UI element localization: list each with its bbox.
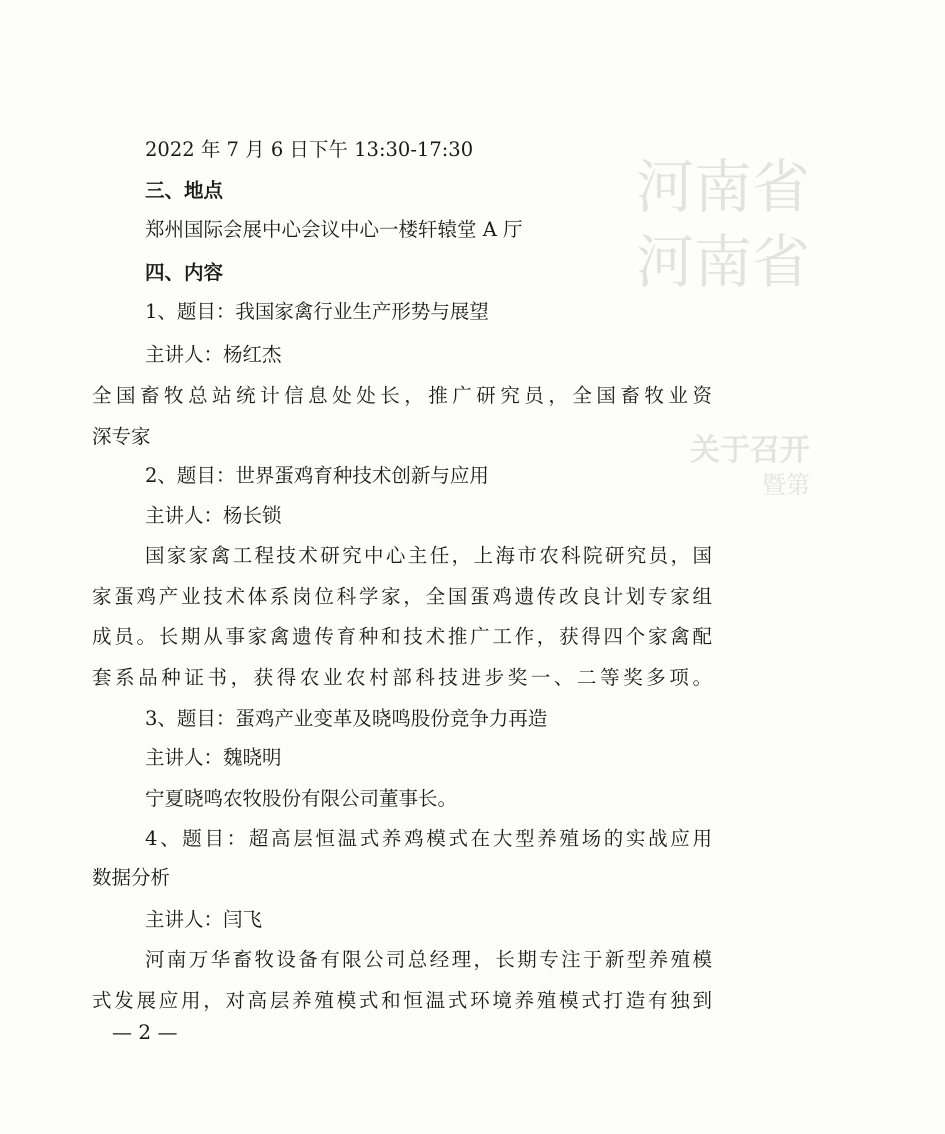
talk-4-bio-line: 式发展应用，对高层养殖模式和恒温式环境养殖模式打造有独到: [92, 989, 712, 1012]
talk-3-topic: 3、题目：蛋鸡产业变革及晓鸣股份竞争力再造: [145, 707, 548, 730]
talk-2-speaker: 主讲人：杨长锁: [145, 504, 282, 527]
section-heading-content: 四、内容: [145, 261, 224, 284]
section-heading-location: 三、地点: [145, 179, 224, 202]
talk-4-topic-line: 4、题目：超高层恒温式养鸡模式在大型养殖场的实战应用: [145, 827, 712, 850]
talk-1-speaker: 主讲人：杨红杰: [145, 343, 282, 366]
talk-4-bio-line: 河南万华畜牧设备有限公司总经理，长期专注于新型养殖模: [145, 948, 712, 971]
talk-1-bio-line: 深专家: [92, 425, 151, 448]
talk-3-speaker: 主讲人：魏晓明: [145, 746, 282, 769]
talk-4-speaker: 主讲人：闫飞: [145, 908, 263, 931]
talk-4-topic-line: 数据分析: [92, 866, 171, 889]
talk-2-bio-line: 国家家禽工程技术研究中心主任，上海市农科院研究员，国: [145, 544, 712, 567]
bleed-through-decoration: 河南省 河南省 关于召开 暨第: [635, 153, 810, 499]
talk-3-bio-line: 宁夏晓鸣农牧股份有限公司董事长。: [145, 787, 458, 810]
talk-2-bio-line: 家蛋鸡产业技术体系岗位科学家，全国蛋鸡遗传改良计划专家组: [92, 585, 712, 608]
talk-2-topic: 2、题目：世界蛋鸡育种技术创新与应用: [145, 464, 489, 487]
page-number: — 2 —: [112, 1020, 178, 1044]
talk-1-topic: 1、题目：我国家禽行业生产形势与展望: [145, 300, 489, 323]
location-text: 郑州国际会展中心会议中心一楼轩辕堂 A 厅: [145, 218, 523, 241]
talk-2-bio-line: 套系品种证书，获得农业农村部科技进步奖一、二等奖多项。: [92, 666, 712, 689]
talk-1-bio-line: 全国畜牧总站统计信息处处长，推广研究员，全国畜牧业资: [92, 384, 712, 407]
time-line: 2022 年 7 月 6 日下午 13:30-17:30: [145, 138, 474, 161]
talk-2-bio-line: 成员。长期从事家禽遗传育种和技术推广工作，获得四个家禽配: [92, 625, 712, 648]
